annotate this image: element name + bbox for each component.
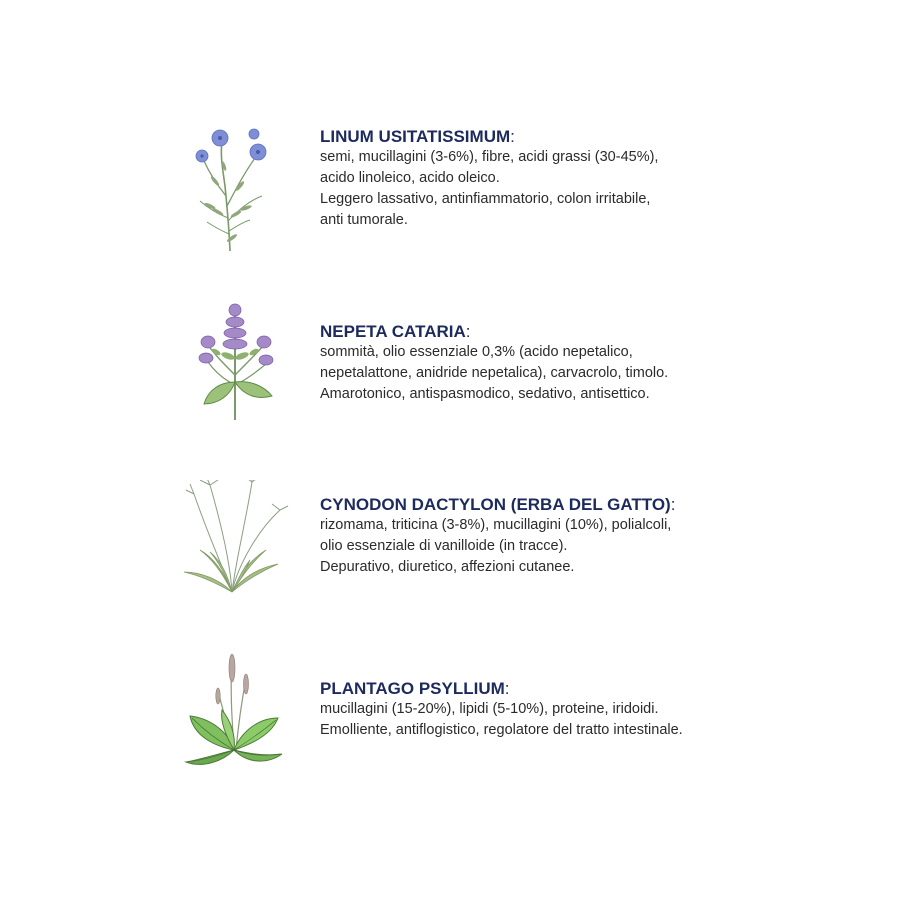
flax-plant-icon <box>180 126 280 261</box>
description-line: sommità, olio essenziale 0,3% (acido nepetalico, <box>320 344 633 360</box>
plant-name: LINUM USITATISSIMUM <box>320 127 511 146</box>
description-line: Depurativo, diuretico, affezioni cutanee. <box>320 559 575 575</box>
title-colon: : <box>465 322 471 341</box>
entry-title <box>320 321 780 342</box>
description-line: semi, mucillagini (3-6%), fibre, acidi grassi (30-45%), <box>320 149 659 165</box>
plantain-plant-icon <box>180 650 290 780</box>
plant-name: NEPETA CATARIA <box>320 322 466 341</box>
description-line: Leggero lassativo, antinfiammatorio, colon irritabile, <box>320 191 651 207</box>
entry-title <box>320 678 780 699</box>
description-line: Amarotonico, antispasmodico, sedativo, antisettico. <box>320 386 650 402</box>
description-line: Emolliente, antiflogistico, regolatore del tratto intestinale. <box>320 722 683 738</box>
title-colon: : <box>504 679 510 698</box>
description-line: anti tumorale. <box>320 212 408 228</box>
plant-name: CYNODON DACTYLON (ERBA DEL GATTO) <box>320 495 671 514</box>
entry-title <box>320 126 780 147</box>
description-line: olio essenziale di vanilloide (in tracce). <box>320 538 568 554</box>
entry-text <box>320 678 780 741</box>
plant-name: PLANTAGO PSYLLIUM <box>320 679 505 698</box>
entry-text <box>320 494 780 578</box>
grass-plant-icon <box>180 480 290 605</box>
entry-text <box>320 321 780 405</box>
title-colon: : <box>670 495 676 514</box>
description-line: rizomama, triticina (3-8%), mucillagini (10%), polialcoli, <box>320 517 672 533</box>
title-colon: : <box>510 127 515 146</box>
description-line: mucillagini (15-20%), lipidi (5-10%), proteine, iridoidi. <box>320 701 659 717</box>
description-line: nepetalattone, anidride nepetalica), carvacrolo, timolo. <box>320 365 669 381</box>
catnip-plant-icon <box>180 300 290 430</box>
description-line: acido linoleico, acido oleico. <box>320 170 500 186</box>
entry-title <box>320 494 780 515</box>
entry-text <box>320 126 780 231</box>
